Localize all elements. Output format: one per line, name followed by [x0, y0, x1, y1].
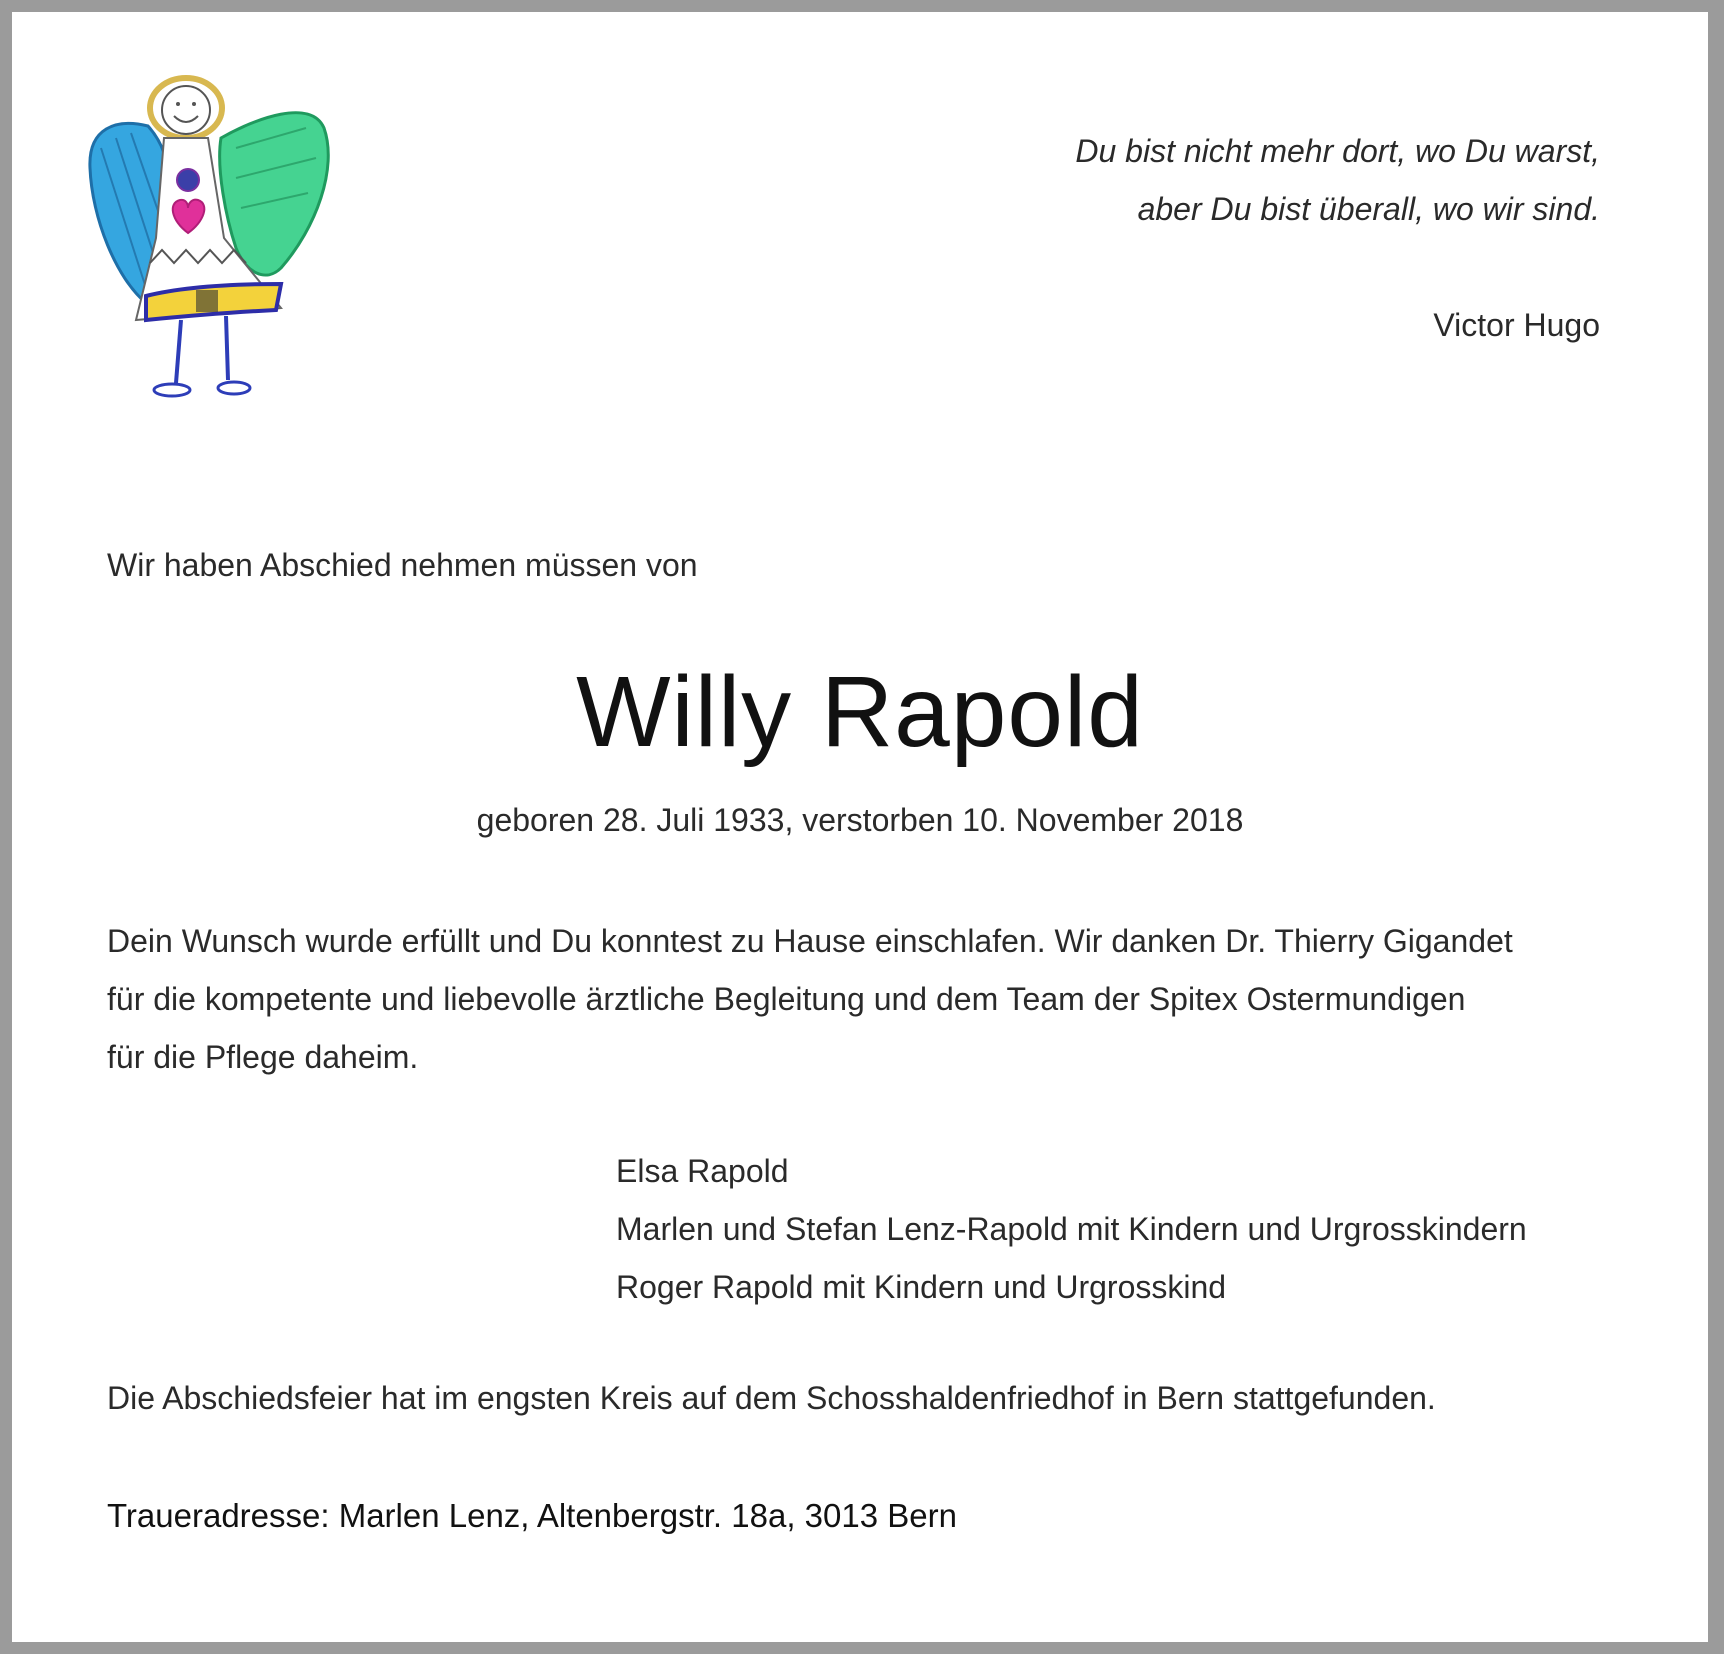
thanks-paragraph	[107, 912, 1627, 1086]
ceremony-note: Die Abschiedsfeier hat im engsten Kreis auf dem Schosshaldenfriedhof in Bern stattgefunden.	[107, 1380, 1436, 1416]
deceased-name: Willy Rapold	[576, 656, 1144, 768]
family-member: Marlen und Stefan Lenz-Rapold mit Kindern und Urgrosskindern	[616, 1211, 1527, 1247]
family-list	[616, 1142, 1527, 1316]
quote-block	[1075, 122, 1600, 354]
intro-text: Wir haben Abschied nehmen müssen von	[107, 547, 698, 583]
angel-drawing-icon	[76, 58, 366, 448]
quote-line-1: Du bist nicht mehr dort, wo Du warst,	[1075, 133, 1600, 169]
quote-line-2: aber Du bist überall, wo wir sind.	[1137, 191, 1600, 227]
quote-author: Victor Hugo	[1433, 307, 1600, 343]
thanks-line: Dein Wunsch wurde erfüllt und Du konntest zu Hause einschlafen. Wir danken Dr. Thierry Gigandet	[107, 923, 1513, 959]
life-dates: geboren 28. Juli 1933, verstorben 10. November 2018	[476, 802, 1244, 838]
family-member: Roger Rapold mit Kindern und Urgrosskind	[616, 1269, 1227, 1305]
family-member: Elsa Rapold	[616, 1153, 789, 1189]
thanks-line: für die kompetente und liebevolle ärztliche Begleitung und dem Team der Spitex Ostermundigen	[107, 981, 1466, 1017]
thanks-line: für die Pflege daheim.	[107, 1039, 419, 1075]
obituary-page	[12, 12, 1708, 1642]
mourning-address: Traueradresse: Marlen Lenz, Altenbergstr. 18a, 3013 Bern	[107, 1497, 957, 1534]
